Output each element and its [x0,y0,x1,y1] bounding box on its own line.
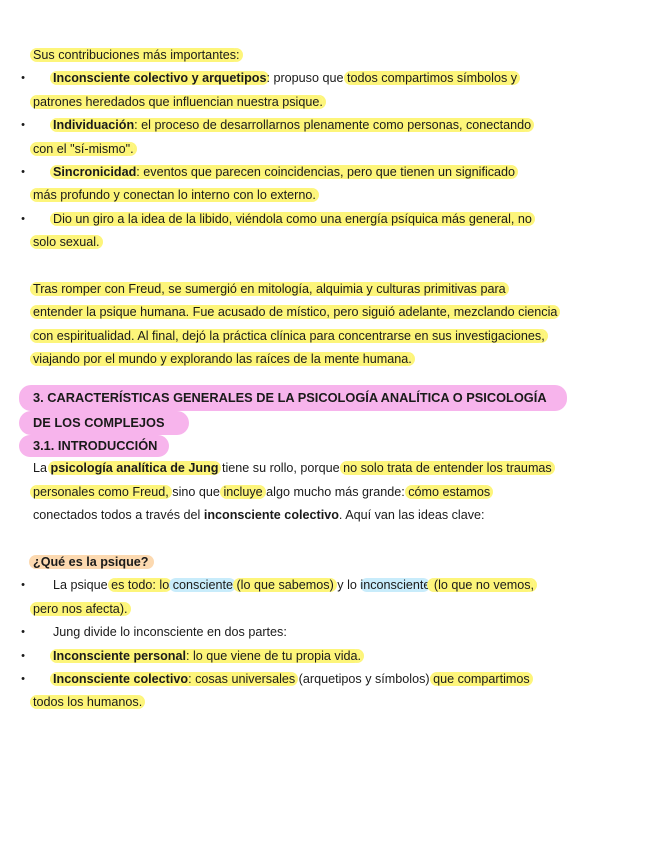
paragraph-text: algo mucho más grande: [262,484,409,499]
list-item-continuation [33,598,633,621]
list-item [21,574,633,597]
bullet-text: más profundo y conectan lo interno con lo externo. [33,188,316,203]
bullet-icon: • [21,212,25,225]
paragraph-line [33,301,633,324]
subsection-heading [33,435,633,457]
bullet-term: Sincronicidad [53,164,137,179]
bullet-highlight: que compartimos [433,671,530,686]
list-item-continuation [33,184,633,207]
bullet-text: patrones heredados que influencian nuestra psique. [33,94,323,109]
question-heading [33,551,633,574]
bullet-term: Individuación [53,118,135,133]
bullet-icon: • [21,165,25,178]
paragraph-text: Tras romper con Freud, se sumergió en mitología, alquimia y culturas primitivas para [33,281,506,296]
bullet-term: Inconsciente colectivo [53,671,189,686]
list-item-continuation [33,691,633,714]
bullet-text: (arquetipos y símbolos) [295,671,434,686]
paragraph-highlight: no solo trata de entender los traumas [343,461,552,476]
paragraph-line [33,348,633,371]
list-item [21,645,633,668]
section-heading [33,385,633,411]
paragraph-text: conectados todos a través del [33,508,204,523]
subsection-title: 3.1. INTRODUCCIÓN [19,435,169,457]
paragraph-text: . Aquí van las ideas clave: [338,508,485,523]
paragraph-text: La [33,461,51,476]
bullet-text: : cosas universales [188,671,296,686]
paragraph-line [33,457,633,480]
bullet-highlight: pero nos afecta). [33,601,128,616]
question-text: ¿Qué es la psique? [29,555,154,569]
bullet-term: Inconsciente personal [53,648,186,663]
bullet-text: con el "sí-mismo". [33,141,134,156]
bullet-text: : el proceso de desarrollarnos plenamente como personas, conectando [134,118,532,133]
list-item-continuation [33,138,633,161]
paragraph-text: sino que [168,484,224,499]
document-page [21,44,633,715]
bullet-text: : lo que viene de tu propia vida. [185,648,362,663]
bullet-icon: • [21,626,25,639]
paragraph-line [33,325,633,348]
bullet-highlight: es todo: lo [111,578,170,593]
paragraph-text: tiene su rollo, porque [218,461,344,476]
section-heading-line2: DE LOS COMPLEJOS [19,411,189,435]
list-item [21,161,633,184]
bullet-icon: • [21,649,25,662]
section-heading [33,411,633,435]
bullet-icon: • [21,119,25,132]
bullet-text: : eventos que parecen coincidencias, pero que tienen un significado [136,164,516,179]
intro-text: Sus contribuciones más importantes: [33,48,240,62]
bullet-highlight: (lo que sabemos) [236,578,334,593]
bullet-text: La psique [53,578,112,593]
list-item [21,67,633,90]
bullet-text: Dio un giro a la idea de la libido, viéndola como una energía psíquica más general, no [53,211,532,226]
paragraph-highlight: incluye [223,484,263,499]
bullet-highlight: todos los humanos. [33,695,143,710]
intro-line [33,44,633,67]
bullet-icon: • [21,579,25,592]
bullet-highlight: todos compartimos símbolos y [347,71,518,86]
paragraph-bold: psicología analítica de Jung [50,461,219,476]
bullet-icon: • [21,72,25,85]
bullet-term: Inconsciente colectivo y arquetipos [53,71,267,86]
bullet-highlight-blue: consciente [169,578,237,593]
bullet-text: solo sexual. [33,235,100,250]
bullet-highlight: (lo que no vemos, [430,578,535,593]
paragraph-line [33,278,633,301]
bullet-text: : propuso que [266,71,347,86]
bullet-highlight-blue: inconsciente [360,578,431,593]
list-item [21,208,633,231]
section-heading-line1: 3. CARACTERÍSTICAS GENERALES DE LA PSICOLOGÍA ANALÍTICA O PSICOLOGÍA [19,385,567,411]
list-item-continuation [33,231,633,254]
paragraph-highlight: cómo estamos [408,484,491,499]
list-item-continuation [33,91,633,114]
paragraph-text: entender la psique humana. Fue acusado de místico, pero siguió adelante, mezclando ciencia [33,305,558,320]
bullet-icon: • [21,672,25,685]
paragraph-text: viajando por el mundo y explorando las raíces de la mente humana. [33,352,412,367]
list-item [21,114,633,137]
paragraph-text: con espiritualidad. Al final, dejó la práctica clínica para concentrarse en sus investigaciones, [33,328,545,343]
list-item [21,668,633,691]
paragraph-highlight: personales como Freud, [33,484,169,499]
paragraph-line [33,504,633,527]
bullet-text: y lo [333,578,361,593]
paragraph-bold: inconsciente colectivo [203,508,339,523]
bullet-text: Jung divide lo inconsciente en dos partes: [53,625,287,640]
paragraph-line [33,481,633,504]
list-item [21,621,633,644]
